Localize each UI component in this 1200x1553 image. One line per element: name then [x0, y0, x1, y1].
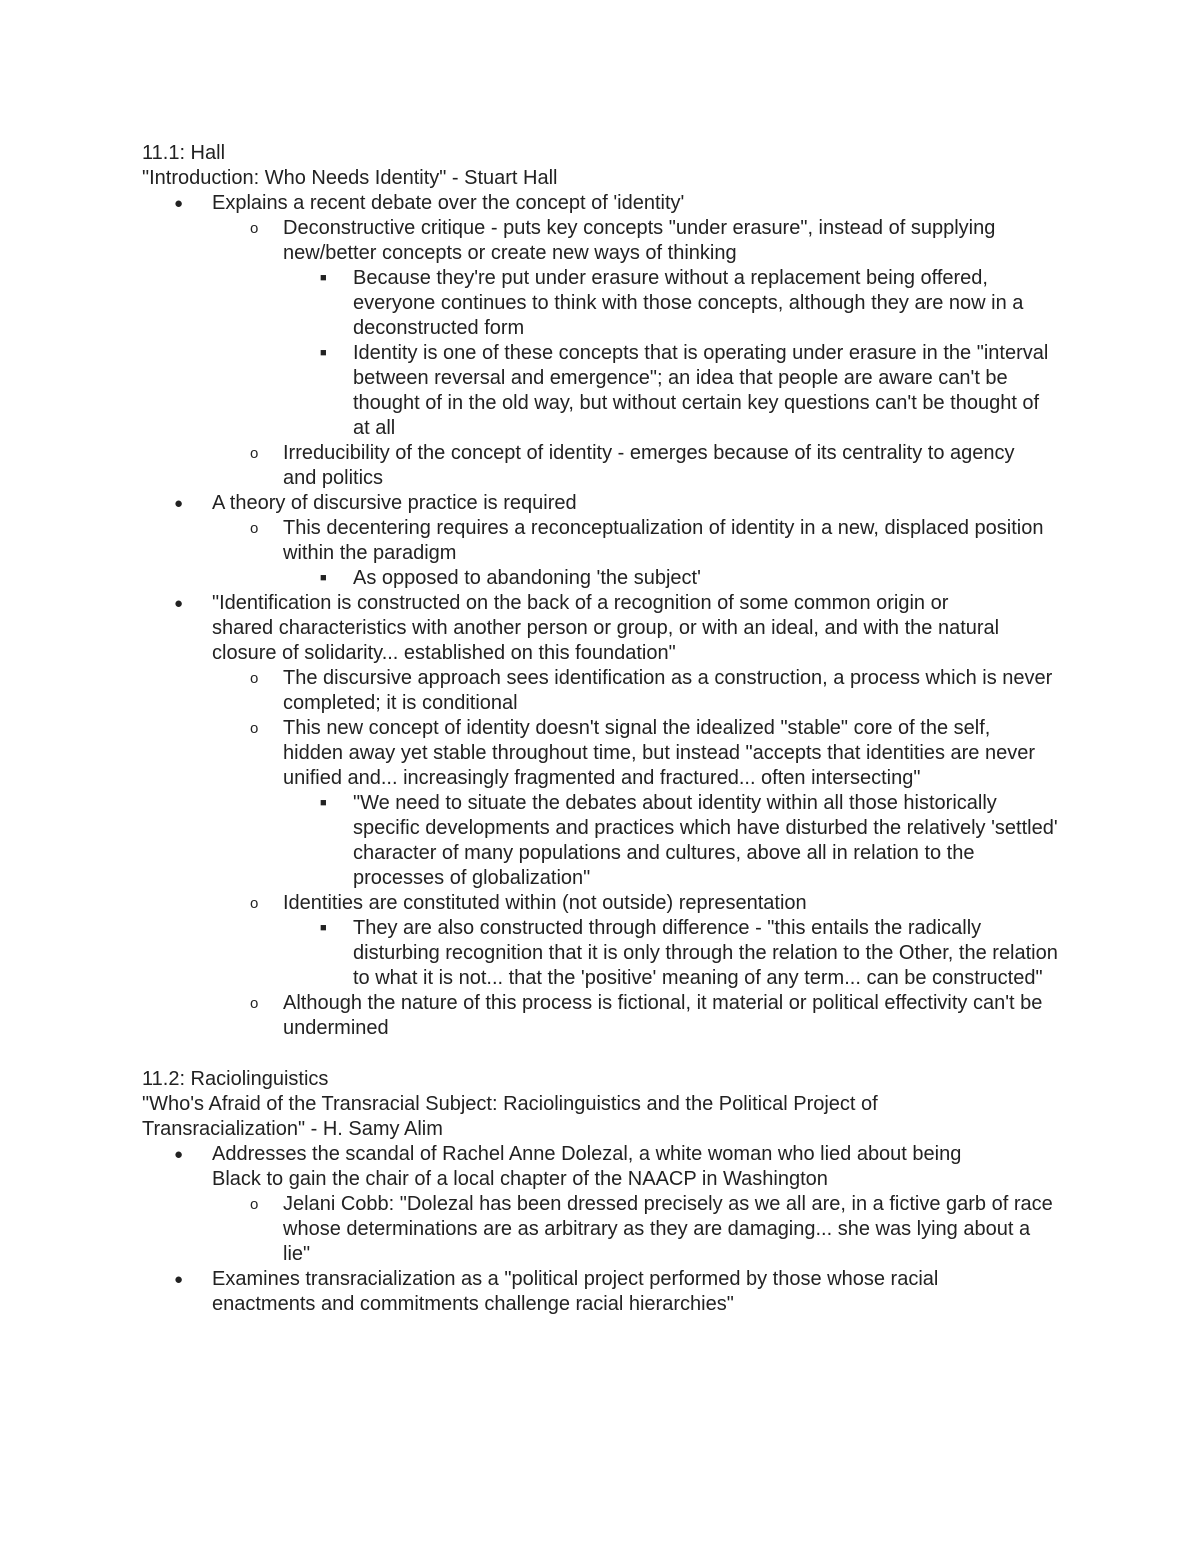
list-item: ● Explains a recent debate over the concept of 'identity'	[174, 192, 685, 214]
circle-bullet-icon: o	[250, 720, 259, 737]
list-item: o The discursive approach sees identification as a construction, a process which is never completed; it is conditional	[250, 667, 1053, 714]
bullet-icon: ●	[174, 495, 184, 512]
circle-bullet-icon: o	[250, 895, 259, 912]
circle-bullet-icon: o	[250, 1196, 259, 1213]
bullet-icon: ●	[174, 595, 184, 612]
source-citation: "Introduction: Who Needs Identity" - Stuart Hall	[142, 167, 558, 189]
circle-bullet-icon: o	[250, 670, 259, 687]
list-item: ● Examines transracialization as a "political project performed by those whose racial enactments and commitments challenge racial hierarchies"	[174, 1268, 939, 1315]
circle-bullet-icon: o	[250, 445, 259, 462]
circle-bullet-icon: o	[250, 520, 259, 537]
list-item: o Identities are constituted within (not outside) representation	[250, 892, 807, 914]
circle-bullet-icon: o	[250, 995, 259, 1012]
list-item: ■ Identity is one of these concepts that is operating under erasure in the "interval between reversal and emergence"; an idea that people are aware can't be thought of in the old way, but without certain key questions can't be thought of at all	[320, 342, 1049, 439]
square-bullet-icon: ■	[320, 347, 327, 359]
bullet-icon: ●	[174, 1271, 184, 1288]
section-spacer	[142, 1041, 1082, 1067]
list-item: o Jelani Cobb: "Dolezal has been dressed precisely as we all are, in a fictive garb of race whose determinations are as arbitrary as they are damaging... she was lying about a lie"	[250, 1193, 1053, 1265]
section-heading: 11.1: Hall	[142, 142, 226, 164]
document-page	[142, 141, 1082, 1317]
square-bullet-icon: ■	[320, 572, 327, 584]
source-citation: "Who's Afraid of the Transracial Subject: Raciolinguistics and the Political Project of Transracialization" - H. Samy Alim	[142, 1093, 883, 1140]
list-item: ● A theory of discursive practice is required	[174, 492, 577, 514]
list-item: o Irreducibility of the concept of identity - emerges because of its centrality to agency and politics	[250, 442, 1015, 489]
list-item: ● "Identification is constructed on the back of a recognition of some common origin or shared characteristics with another person or group, or with an ideal, and with the natural closure of solidarity... established on this foundation"	[174, 592, 1000, 664]
bullet-icon: ●	[174, 195, 184, 212]
circle-bullet-icon: o	[250, 220, 259, 237]
section-heading: 11.2: Raciolinguistics	[142, 1068, 329, 1090]
list-item: o This new concept of identity doesn't signal the idealized "stable" core of the self, hidden away yet stable throughout time, but instead "accepts that identities are never unified and... increasingly fragmented and fractured... often intersecting"	[250, 717, 1036, 789]
square-bullet-icon: ■	[320, 272, 327, 284]
list-item: o This decentering requires a reconceptualization of identity in a new, displaced position within the paradigm	[250, 517, 1044, 564]
bullet-icon: ●	[174, 1146, 184, 1163]
list-item: o Although the nature of this process is fictional, it material or political effectivity can't be undermined	[250, 992, 1043, 1039]
list-item: ■ Because they're put under erasure without a replacement being offered, everyone continues to think with those concepts, although they are now in a deconstructed form	[320, 267, 1024, 339]
square-bullet-icon: ■	[320, 797, 327, 809]
list-item: ■ As opposed to abandoning 'the subject'	[320, 567, 701, 589]
list-item: o Deconstructive critique - puts key concepts "under erasure", instead of supplying new/better concepts or create new ways of thinking	[250, 217, 996, 264]
list-item: ■ "We need to situate the debates about identity within all those historically specific developments and practices which have disturbed the relatively 'settled' character of many populations and cultures, above all in relation to the processes of globalization"	[320, 792, 1058, 889]
list-item: ● Addresses the scandal of Rachel Anne Dolezal, a white woman who lied about being Black to gain the chair of a local chapter of the NAACP in Washington	[174, 1143, 962, 1190]
square-bullet-icon: ■	[320, 922, 327, 934]
list-item: ■ They are also constructed through difference - "this entails the radically disturbing recognition that it is only through the relation to the Other, the relation to what it is not... that the 'positive' meaning of any term... can be constructed"	[320, 917, 1058, 989]
